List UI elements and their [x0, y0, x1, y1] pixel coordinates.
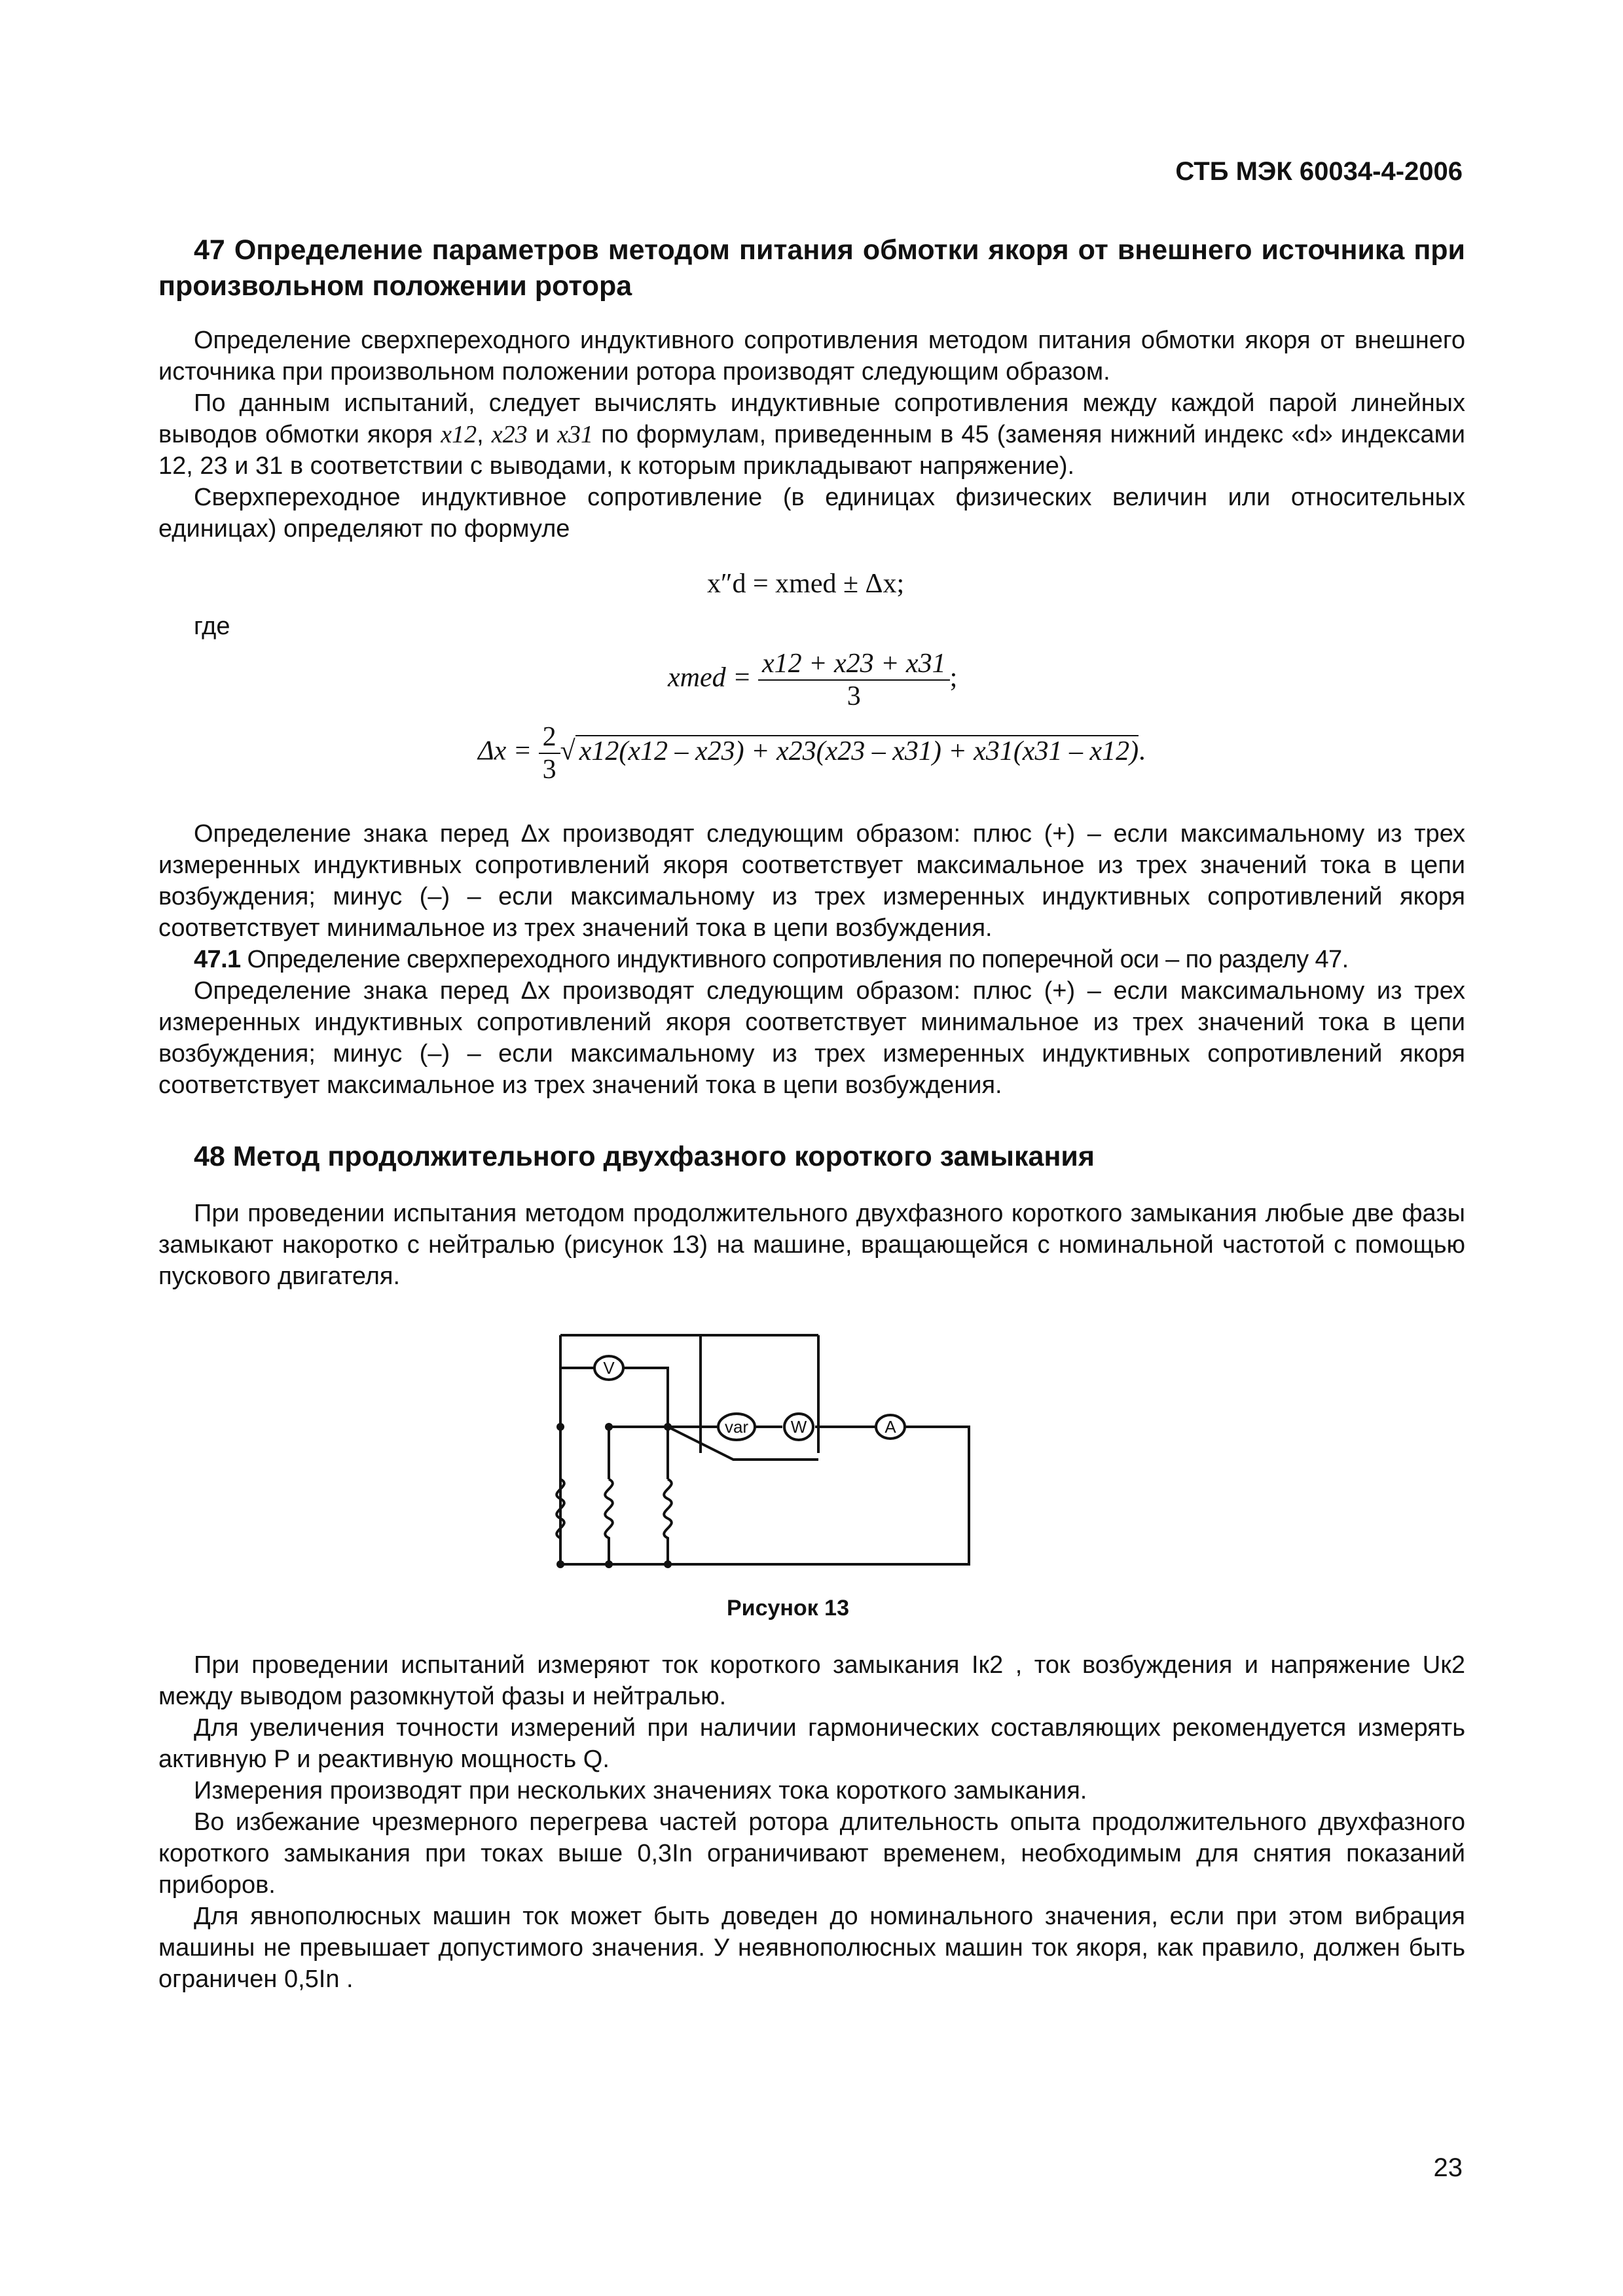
- denominator: 3: [847, 681, 861, 711]
- paragraph-text: по формулам, приведенным в 45 (заменяя нижний индекс «d» индексами 12, 23 и 31 в соответствии с выводами, к которым прикладывают напряжение).: [158, 421, 1465, 480]
- paragraph: Определение сверхпереходного индуктивного сопротивления методом питания обмотки якоря от внешнего источника при произвольном положении ротора производят следующим образом.: [158, 327, 1465, 386]
- subsection-47-1: [158, 944, 1465, 975]
- symbol-x12: x12: [441, 421, 477, 448]
- formula-delta-x: [478, 721, 1146, 785]
- meter-label-var: var: [724, 1417, 749, 1437]
- section-47-body: [158, 325, 1465, 545]
- paragraph: Сверхпереходное индуктивное сопротивление (в единицах физических величин или относительных единицах) определяют по формуле: [158, 484, 1465, 543]
- section-48-body: [158, 1649, 1465, 1995]
- formula-xmed: [668, 648, 957, 712]
- where-label: где: [194, 613, 230, 640]
- sqrt-icon: √: [560, 736, 575, 766]
- paragraph: Определение знака перед Δx производят следующим образом: плюс (+) – если максимальному из трех измеренных индуктивных сопротивлений якоря соответствует минимальное из трех значений тока в цепи возбуждения; минус (–) – если максимальному из трех измеренных индуктивных сопротивлений якоря соответствует максимальное из трех значений тока в цепи возбуждения.: [158, 977, 1465, 1099]
- paragraph: Во избежание чрезмерного перегрева частей ротора длительность опыта продолжительного двухфазного короткого замыкания при токах выше 0,3In ограничивают временем, необходимым для снятия показаний приборов.: [158, 1808, 1465, 1899]
- page-number: 23: [1433, 2153, 1463, 2182]
- conjunction: и: [527, 421, 558, 448]
- paragraph: При проведении испытаний измеряют ток короткого замыкания Iк2 , ток возбуждения и напряжение Uк2 между выводом разомкнутой фазы и нейтралью.: [158, 1651, 1465, 1710]
- formula-lhs: xmed =: [668, 662, 752, 693]
- section-47-title: 47 Определение параметров методом питания обмотки якоря от внешнего источника при произвольном положении ротора: [158, 234, 1465, 302]
- fraction: [758, 648, 950, 712]
- subsection-text: Определение сверхпереходного индуктивного сопротивления по поперечной оси – по разделу 47.: [240, 946, 1349, 973]
- paragraph-text: По данным испытаний, следует вычислять индуктивные сопротивления между каждой парой линейных выводов обмотки якоря: [158, 389, 1465, 448]
- formula-end: .: [1139, 736, 1146, 766]
- numerator: x12 + x23 + x31: [758, 648, 950, 681]
- paragraph: При проведении испытания методом продолжительного двухфазного короткого замыкания любые две фазы замыкают накоротко с нейтралью (рисунок 13) на машине, вращающейся с номинальной частотой с помощью пускового двигателя.: [158, 1200, 1465, 1290]
- paragraph: Для явнополюсных машин ток может быть доведен до номинального значения, если при этом вибрация машины не превышает допустимого значения. У неявнополюсных машин ток якоря, как правило, должен быть ограничен 0,5In .: [158, 1903, 1465, 1993]
- section-47-rules: [158, 818, 1465, 1101]
- formula-lhs: Δx =: [478, 736, 532, 766]
- section-48: [158, 1139, 1465, 1175]
- fraction: [539, 721, 560, 785]
- paragraph: Определение знака перед Δx производят следующим образом: плюс (+) – если максимальному из трех измеренных индуктивных сопротивлений якоря соответствует максимальное из трех значений тока в цепи возбуждения; минус (–) – если максимальному из трех измеренных индуктивных сопротивлений якоря соответствует минимальное из трех значений тока в цепи возбуждения.: [158, 820, 1465, 942]
- denominator: 3: [542, 755, 556, 785]
- meter-label-a: A: [884, 1417, 896, 1437]
- formula-xd: x″d = xmed ± Δx;: [707, 569, 905, 599]
- paragraph: По данным испытаний, следует вычислять индуктивные сопротивления между каждой парой линейных выводов обмотки якоря x12, x23 и x31 по формулам, приведенным в 45 (заменяя нижний индекс «d» индексами 12, 23 и 31 в соответствии с выводами, к которым прикладывают напряжение).: [158, 389, 1465, 480]
- numerator: 2: [539, 721, 560, 754]
- standard-designation: СТБ МЭК 60034-4-2006: [1175, 157, 1463, 186]
- subsection-number: 47.1: [194, 946, 241, 973]
- radicand: x12(x12 – x23) + x23(x23 – x31) + x31(x31 – x12): [575, 735, 1139, 766]
- paragraph: Для увеличения точности измерений при наличии гармонических составляющих рекомендуется измерять активную P и реактивную мощность Q.: [158, 1714, 1465, 1773]
- section-47: [158, 232, 1465, 304]
- circuit-diagram: [537, 1316, 1061, 1577]
- formula-end: ;: [949, 662, 958, 693]
- symbol-x23: x23: [491, 421, 528, 448]
- meter-label-w: W: [790, 1417, 807, 1437]
- symbol-x31: x31: [557, 421, 593, 448]
- meter-label-v: V: [603, 1358, 615, 1378]
- paragraph: Измерения производят при нескольких значениях тока короткого замыкания.: [194, 1777, 1087, 1804]
- figure-caption: Рисунок 13: [727, 1596, 849, 1621]
- section-48-title: 48 Метод продолжительного двухфазного короткого замыкания: [194, 1141, 1095, 1172]
- section-48-intro: [158, 1198, 1465, 1292]
